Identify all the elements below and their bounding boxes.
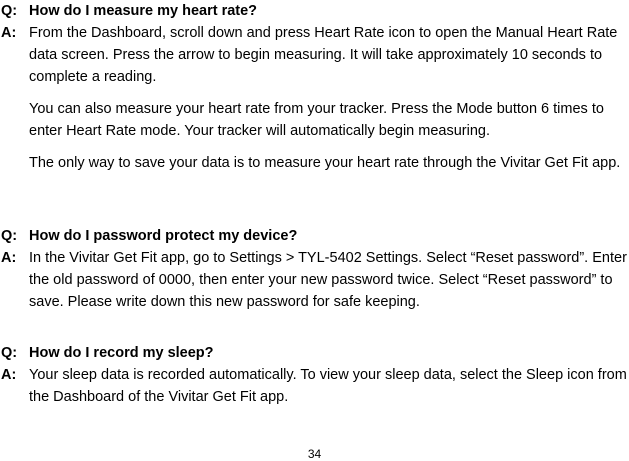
answer-label: A: bbox=[1, 250, 17, 266]
page-number: 34 bbox=[307, 447, 322, 461]
answer-paragraph: From the Dashboard, scroll down and press Heart Rate icon to open the Manual Heart Rate data screen. Press the arrow to begin measuring. It will take approximately 10 seconds to complete a reading. bbox=[29, 25, 618, 85]
question-label: Q: bbox=[1, 228, 18, 244]
question-row bbox=[0, 0, 629, 22]
question-text: How do I record my sleep? bbox=[29, 345, 214, 361]
question-label: Q: bbox=[1, 3, 18, 19]
answer-paragraph: You can also measure your heart rate from your tracker. Press the Mode button 6 times to enter Heart Rate mode. Your tracker will automatically begin measuring. bbox=[29, 101, 604, 139]
faq-item-password bbox=[0, 225, 629, 313]
answer-paragraph: Your sleep data is recorded automatically. To view your sleep data, select the Sleep icon from the Dashboard of the Vivitar Get Fit app. bbox=[29, 367, 627, 405]
faq-item-heart-rate bbox=[0, 0, 629, 174]
question-row bbox=[0, 342, 629, 364]
question-row bbox=[0, 225, 629, 247]
question-text: How do I measure my heart rate? bbox=[29, 3, 258, 19]
question-label: Q: bbox=[1, 345, 18, 361]
answer-paragraph: In the Vivitar Get Fit app, go to Settings > TYL-5402 Settings. Select “Reset password”. Enter the old password of 0000, then enter your new password twice. Select “Reset password” to save. Please write down this new password for safe keeping. bbox=[29, 250, 627, 310]
answer-row bbox=[0, 364, 629, 408]
answer-label: A: bbox=[1, 367, 17, 383]
answer-label: A: bbox=[1, 25, 17, 41]
faq-item-sleep bbox=[0, 342, 629, 408]
question-text: How do I password protect my device? bbox=[29, 228, 298, 244]
answer-row bbox=[0, 247, 629, 313]
answer-paragraph: The only way to save your data is to measure your heart rate through the Vivitar Get Fit app. bbox=[29, 155, 621, 171]
answer-row bbox=[0, 22, 629, 88]
